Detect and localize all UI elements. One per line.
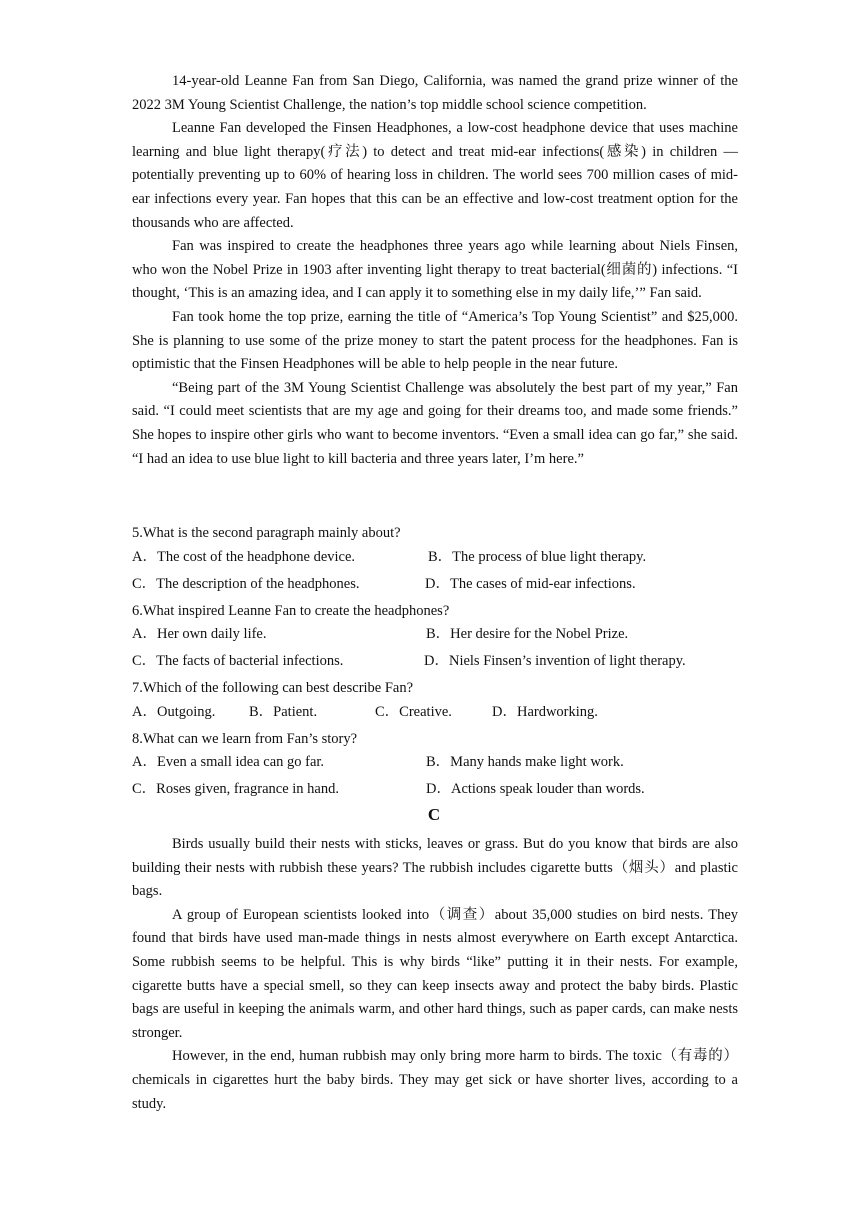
- question-8-options-row-1: [132, 751, 752, 778]
- passage-b-paragraph-4: Fan took home the top prize, earning the title of “America’s Top Young Scientist” and $25,000. She is planning to use some of the prize money to start the patent process for the headphones. Fan is optimistic that the Finsen Headphones will be able to help people in the near future.: [132, 308, 738, 373]
- question-7-option-d: D．Hardworking.: [492, 703, 598, 720]
- section-c-title: C: [427, 805, 441, 824]
- question-5-option-c: C．The description of the headphones.: [132, 575, 360, 592]
- question-6-option-c: C．The facts of bacterial infections.: [132, 653, 344, 670]
- question-8-option-d: D．Actions speak louder than words.: [426, 781, 645, 798]
- question-6-stem: 6.What inspired Leanne Fan to create the headphones?: [132, 602, 450, 619]
- question-6-option-b: B．Her desire for the Nobel Prize.: [426, 626, 629, 643]
- passage-c: [132, 833, 738, 1116]
- question-5-option-b: B．The process of blue light therapy.: [428, 548, 647, 565]
- question-7-option-c: C．Creative.: [375, 703, 452, 720]
- question-7-stem: 7.Which of the following can best describe Fan?: [132, 680, 414, 697]
- passage-b: [132, 70, 738, 471]
- question-6-option-d: D．Niels Finsen’s invention of light therapy.: [424, 653, 686, 670]
- question-8-stem: 8.What can we learn from Fan’s story?: [132, 730, 358, 747]
- question-7-option-a: A．Outgoing.: [132, 703, 216, 720]
- passage-c-paragraph-2: A group of European scientists looked into（调查）about 35,000 studies on bird nests. They found that birds have used man-made things in nests almost everywhere on Earth except Antarctica. Some rubbish seems to be helpful. This is why birds “like” putting it in their nests. For example, cigarette butts have a special smell, so they can keep insects away and protect the baby birds. Plastic bags are useful in keeping the animals warm, and other hard things, such as paper cards, can make nests stronger.: [132, 906, 738, 1041]
- question-8-option-b: B．Many hands make light work.: [426, 754, 624, 771]
- passage-b-paragraph-1: 14-year-old Leanne Fan from San Diego, California, was named the grand prize winner of the 2022 3M Young Scientist Challenge, the nation’s top middle school science competition.: [132, 73, 738, 113]
- question-5-option-a: A．The cost of the headphone device.: [132, 548, 356, 565]
- passage-c-paragraph-3: However, in the end, human rubbish may only bring more harm to birds. The toxic（有毒的）chemicals in cigarettes hurt the baby birds. They may get sick or have shorter lives, according to a study.: [132, 1048, 738, 1112]
- passage-c-paragraph-1: Birds usually build their nests with sticks, leaves or grass. But do you know that birds are also building their nests with rubbish these years? The rubbish includes cigarette butts（烟头）and plastic bags.: [132, 836, 738, 900]
- question-7-options-row: [132, 701, 752, 728]
- question-8-option-a: A．Even a small idea can go far.: [132, 754, 325, 771]
- question-6-options-row-2: [132, 650, 752, 677]
- passage-b-paragraph-3: Fan was inspired to create the headphones three years ago while learning about Niels Finsen, who won the Nobel Prize in 1903 after inventing light therapy to treat bacterial(细菌的) infections. “I thought, ‘This is an amazing idea, and I can apply it to something else in my daily life,’” Fan said.: [132, 238, 738, 302]
- questions: [132, 522, 752, 805]
- passage-b-paragraph-5: “Being part of the 3M Young Scientist Challenge was absolutely the best part of my year,” Fan said. “I could meet scientists that are my age and going for their dreams too, and made some friends.” She hopes to inspire other girls who want to become inventors. “Even a small idea can go far,” she said. “I had an idea to use blue light to kill bacteria and three years later, I’m here.”: [132, 379, 738, 467]
- question-8-option-c: C．Roses given, fragrance in hand.: [132, 781, 339, 798]
- question-6-option-a: A．Her own daily life.: [132, 626, 267, 643]
- question-5-options-row-1: [132, 546, 752, 573]
- question-8-options-row-2: [132, 778, 752, 805]
- question-5-options-row-2: [132, 573, 752, 600]
- passage-b-paragraph-2: Leanne Fan developed the Finsen Headphones, a low-cost headphone device that uses machine learning and blue light therapy(疗法) to detect and treat mid-ear infections(感染) in children — potentially preventing up to 60% of hearing loss in children. The world sees 700 million cases of mid-ear infections every year. Fan hopes that this can be an effective and low-cost treatment option for the thousands who are affected.: [132, 120, 738, 231]
- question-5-stem: 5.What is the second paragraph mainly about?: [132, 525, 401, 541]
- question-6-options-row-1: [132, 623, 752, 650]
- question-5-option-d: D．The cases of mid-ear infections.: [425, 575, 636, 592]
- question-7-option-b: B．Patient.: [249, 703, 318, 720]
